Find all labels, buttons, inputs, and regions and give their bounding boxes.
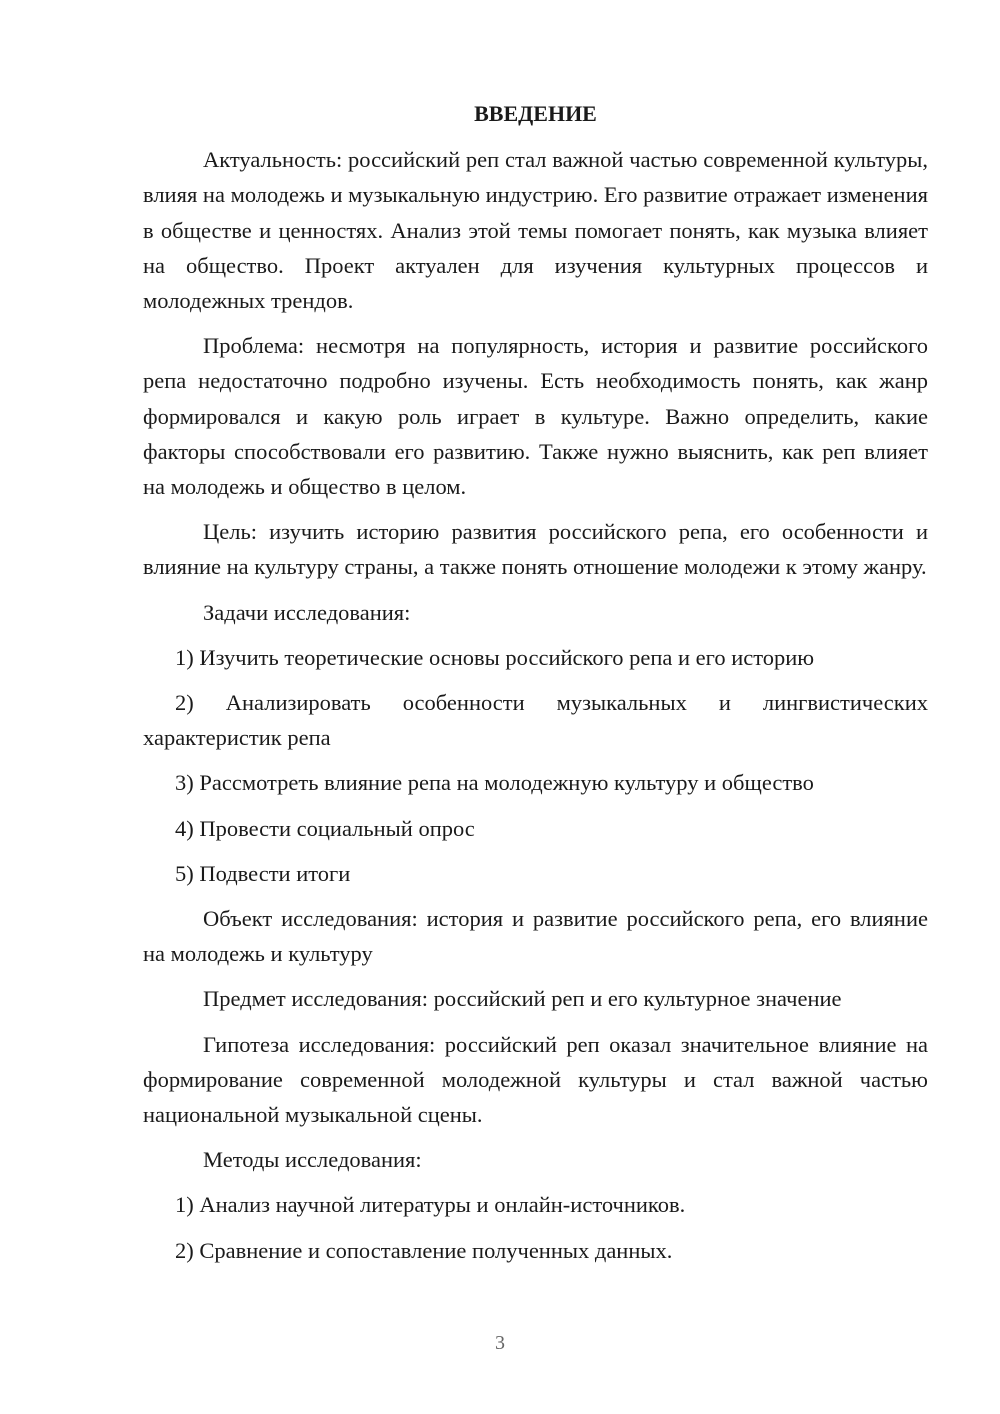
paragraph-goal: Цель: изучить историю развития российского репа, его особенности и влияние на культуру страны, а также понять отношение молодежи к этому жанру. xyxy=(143,519,928,580)
paragraph-problem: Проблема: несмотря на популярность, история и развитие российского репа недостаточно подробно изучены. Есть необходимость понять, как жанр формировался и какую роль играет в культуре. Важно определить, какие факторы способствовали его развитию. Также нужно выяснить, как реп влияет на молодежь и общество в целом. xyxy=(143,333,928,500)
paragraph-hypothesis: Гипотеза исследования: российский реп оказал значительное влияние на формирование современной молодежной культуры и стал важной частью национальной музыкальной сцены. xyxy=(143,1031,928,1128)
task-item-1: 1) Изучить теоретические основы российского репа и его историю xyxy=(175,644,815,670)
section-title: ВВЕДЕНИЕ xyxy=(474,101,597,126)
task-item-4: 4) Провести социальный опрос xyxy=(175,815,475,841)
method-item-2: 2) Сравнение и сопоставление полученных данных. xyxy=(175,1237,673,1263)
task-item-2: 2) Анализировать особенности музыкальных и лингвистических характеристик репа xyxy=(143,690,928,751)
methods-heading: Методы исследования: xyxy=(203,1147,422,1173)
task-item-3: 3) Рассмотреть влияние репа на молодежную культуру и общество xyxy=(175,770,814,796)
page-number: 3 xyxy=(495,1332,505,1354)
paragraph-relevance: Актуальность: российский реп стал важной частью современной культуры, влияя на молодежь и музыкальную индустрию. Его развитие отражает изменения в обществе и ценностях. Анализ этой темы помогает понять, как музыка влияет на общество. Проект актуален для изучения культурных процессов и молодежных трендов. xyxy=(143,147,928,314)
tasks-heading: Задачи исследования: xyxy=(203,599,411,625)
paragraph-object: Объект исследования: история и развитие российского репа, его влияние на молодежь и культуру xyxy=(143,906,928,967)
method-item-1: 1) Анализ научной литературы и онлайн-источников. xyxy=(175,1192,686,1218)
task-item-5: 5) Подвести итоги xyxy=(175,860,351,886)
page-content xyxy=(143,96,928,1278)
paragraph-subject: Предмет исследования: российский реп и его культурное значение xyxy=(203,986,842,1012)
